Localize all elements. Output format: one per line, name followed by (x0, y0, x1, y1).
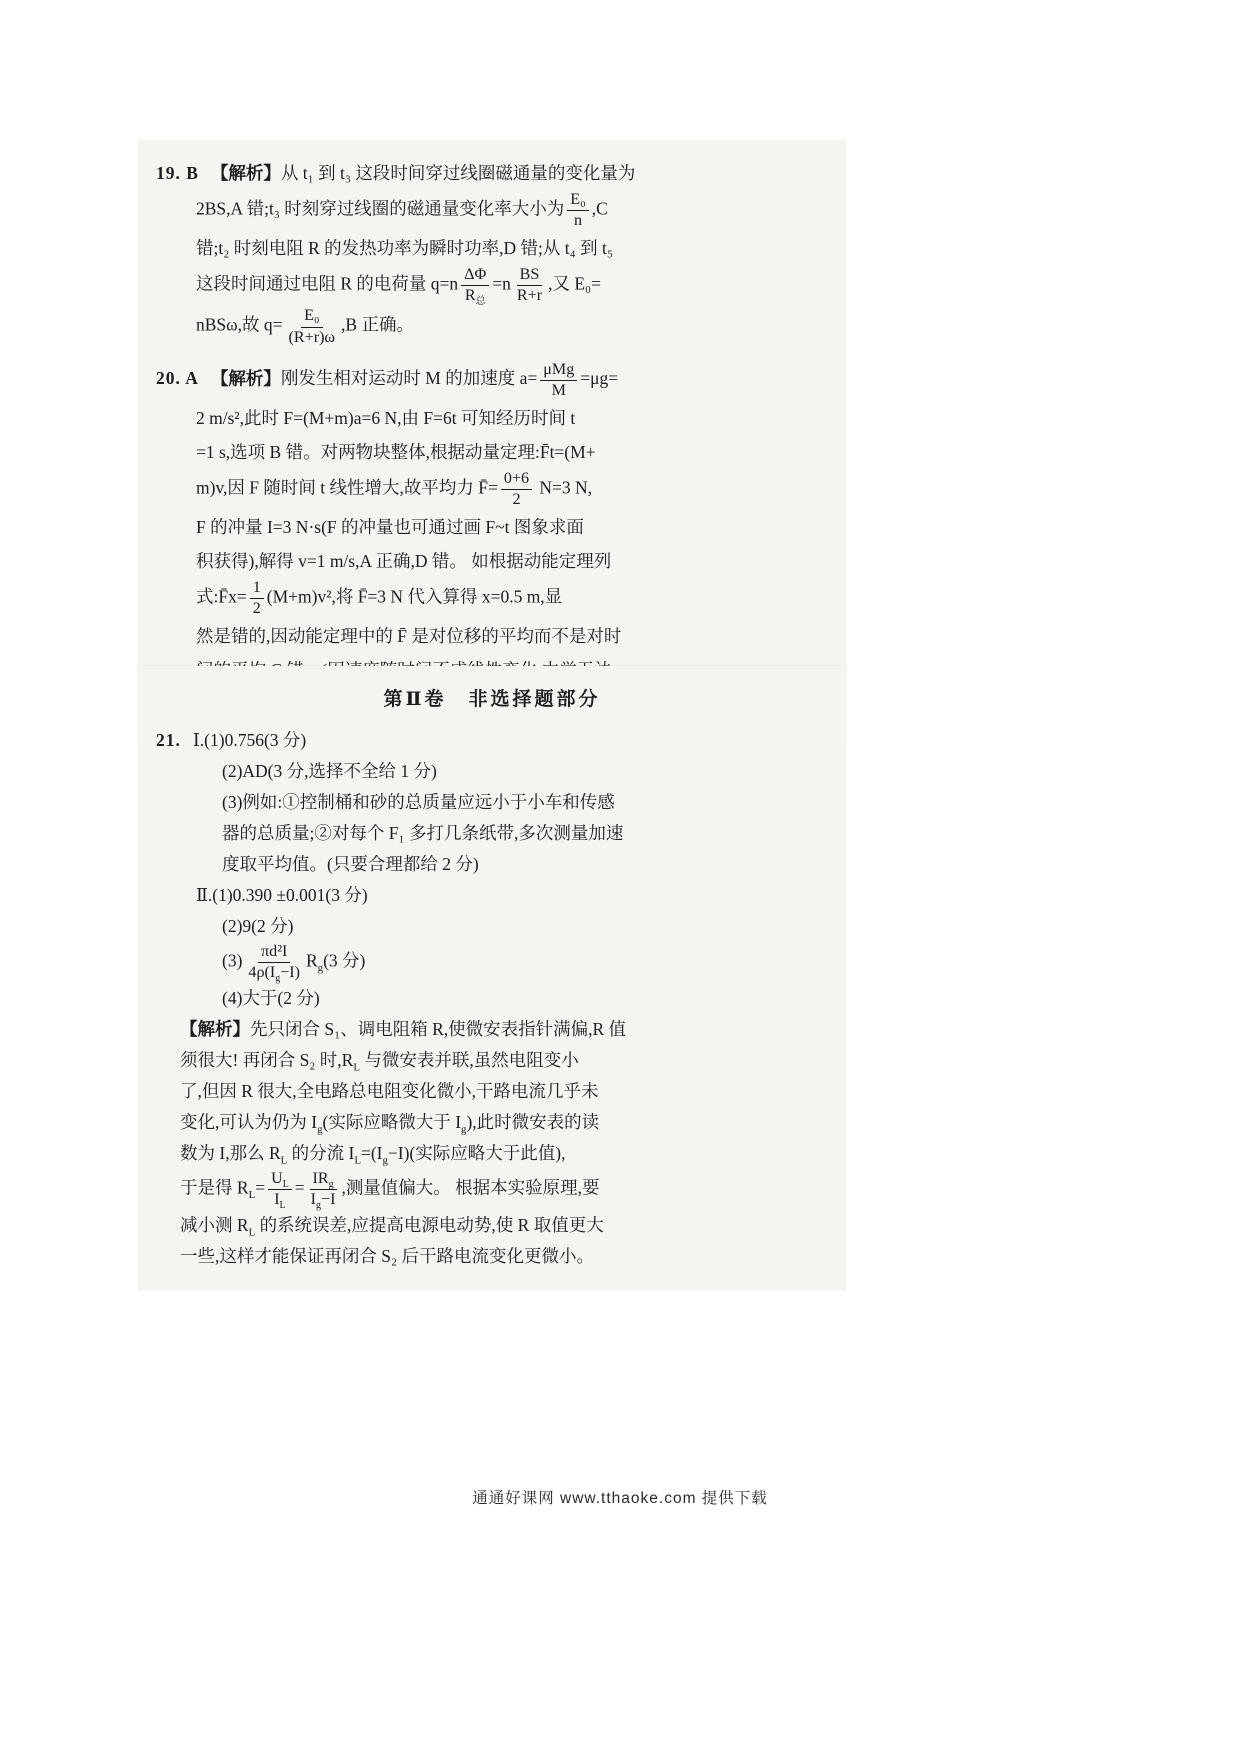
question-21-answer (156, 725, 828, 1272)
text-line: 然是错的,因动能定理中的 F̄ 是对位移的平均而不是对时 (196, 626, 622, 647)
text-line: 变化,可认为仍为 $I_g$(实际应略微大于 $I_g$),此时微安表的读 (180, 1112, 600, 1136)
fraction: $\frac{\text{E₀}}{(R+r)\omega}$ (288, 307, 336, 346)
section-title: 第Ⅱ卷 非选择题部分 (383, 689, 601, 710)
text-line: nBSω,故 q= $\frac{\text{E₀}}{(R+r)\omega}$ ,B 正确。 (156, 306, 828, 347)
answer-item: Ⅰ.(1)0.756(3 分) (192, 730, 307, 750)
text-line (156, 725, 828, 756)
fraction: $\frac{1}{2}$ (250, 578, 264, 619)
text-line: (2)9(2 分) (222, 916, 294, 936)
fraction: $\frac{\Delta\Phi}{R_总}$ (461, 265, 489, 306)
analysis-tag: 【解析】 (210, 368, 281, 389)
text-line: 器的总质量;②对每个 F₁ 多打几条纸带,多次测量加速 (222, 823, 624, 843)
text-line: (2)AD(3 分,选择不全给 1 分) (222, 761, 437, 781)
analysis-tag: 【解析】 (180, 1019, 250, 1040)
text-line: 于是得 $R_L=$ $\frac{U_L}{I_L}$ = $\frac{IR_g}{I_g-I}$ ,测量值偏大。 根据本实验原理,要 (180, 1170, 600, 1212)
analysis-text: 从 t₁ 到 t₃ 这段时间穿过线圈磁通量的变化量为 (280, 163, 636, 183)
fraction: $\frac{BS}{R+r}$ (516, 266, 543, 305)
fraction: $\frac{U_L}{I_L}$ (268, 1169, 292, 1210)
fraction: $\frac{\text{E₀}}{n}$ (567, 190, 588, 231)
text-line: 式:F̄x= $\frac{1}{2}$ (M+m)v²,将 F̄=3 N 代入算得 x=0.5 m,显 (156, 578, 828, 619)
text-line: 度取平均值。(只要合理都给 2 分) (222, 854, 479, 874)
text-line: 2 m/s²,此时 F=(M+m)a=6 N,由 F=6t 可知经历时间 t (196, 407, 576, 428)
text-line (156, 156, 828, 190)
text-line: (4)大于(2 分) (222, 988, 320, 1009)
text-line (156, 360, 828, 401)
text-line: (3) $\frac{\text{πd²I}}{4\rho(I_g-I)}$ $R_g(3$ 分) (222, 943, 366, 985)
scan-block-q19-q20 (138, 140, 846, 739)
text-line: 错;t₂ 时刻电阻 R 的发热功率为瞬时功率,D 错;从 t₄ 到 t₅ (196, 238, 613, 259)
question-number-answer: 19. B (156, 163, 199, 183)
question-number-answer: 20. A (156, 368, 199, 389)
text-line: 减小测 $R_L$ 的系统误差,应提高电源电动势,使 R 取值更大 (180, 1215, 604, 1239)
fraction: $\frac{0+6}{2}$ (501, 469, 532, 510)
text-line: m)v,因 F 随时间 t 线性增大,故平均力 F̄= $\frac{0+6}{2}$ N=3 N, (156, 469, 828, 510)
text-line: 积获得),解得 v=1 m/s,A 正确,D 错。 如根据动能定理列 (196, 551, 612, 572)
analysis-text: 先只闭合 S₁、调电阻箱 R,使微安表指针满偏,R 值 (250, 1019, 627, 1040)
analysis-tag: 【解析】 (210, 163, 281, 183)
text-line (156, 1014, 828, 1045)
text-line: 一些,这样才能保证再闭合 S₂ 后干路电流变化更微小。 (180, 1246, 594, 1267)
site-watermark: 通通好课网 www.tthaoke.com 提供下载 (472, 1490, 768, 1507)
analysis-text: 刚发生相对运动时 M 的加速度 a= $\frac{\text{μMg}}{M}$ =μg= (281, 368, 618, 388)
text-line: F 的冲量 I=3 N·s(F 的冲量也可通过画 F~t 图象求面 (196, 517, 584, 538)
text-line: 了,但因 R 很大,全电路总电阻变化微小,干路电流几乎未 (180, 1081, 599, 1102)
text-line: (3)例如:①控制桶和砂的总质量应远小于小车和传感 (222, 792, 615, 812)
question-19-answer (156, 156, 828, 348)
text-line: 数为 I,那么 $R_L$ 的分流 $I_L=(I_g-I)$(实际应略大于此值), (180, 1143, 566, 1167)
fraction: $\frac{\text{πd²I}}{4\rho(I_g-I)}$ (248, 943, 300, 985)
fraction: $\frac{IR_g}{I_g-I}$ (310, 1170, 336, 1212)
text-line: Ⅱ.(1)0.390 ±0.001(3 分) (196, 885, 368, 905)
question-number: 21. (156, 730, 181, 750)
fraction: $\frac{\text{μMg}}{M}$ (540, 360, 577, 401)
scan-block-section2 (138, 666, 846, 1290)
text-line: 2BS,A 错;t₃ 时刻穿过线圈的磁通量变化率大小为 $\frac{\text{E₀}}{n}$ ,C (156, 190, 828, 231)
text-line: 这段时间通过电阻 R 的电荷量 q=n $\frac{\Delta\Phi}{R_总}$ =n $\frac{BS}{R+r}$ ,又 E₀= (196, 266, 602, 308)
text-line: =1 s,选项 B 错。对两物块整体,根据动量定理:F̄t=(M+ (196, 441, 596, 462)
text-line: 须很大! 再闭合 S₂ 时$,R_L$ 与微安表并联,虽然电阻变小 (180, 1050, 579, 1074)
